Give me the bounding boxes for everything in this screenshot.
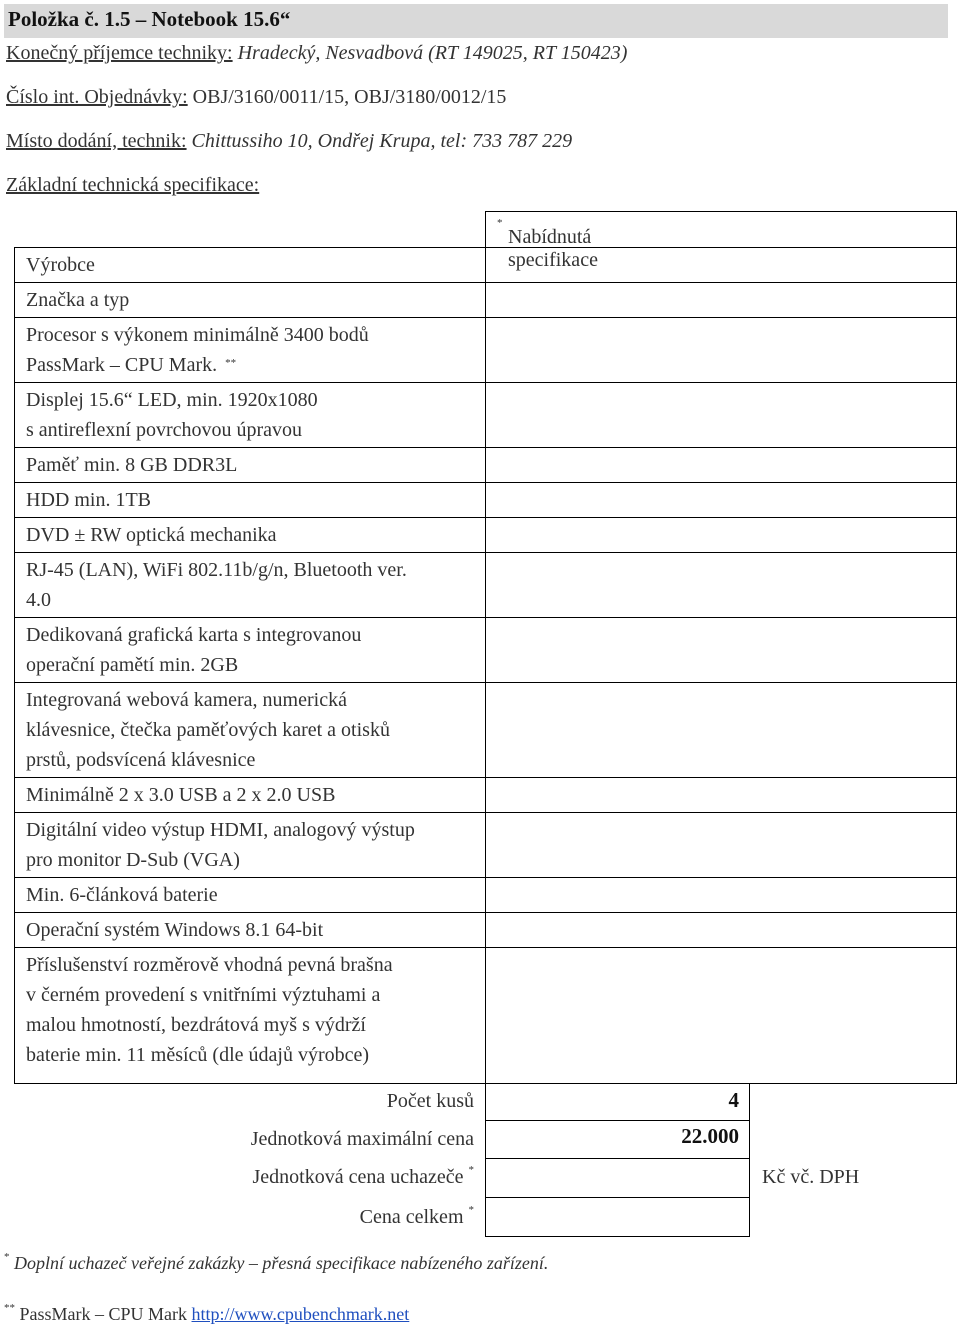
order-line — [6, 86, 506, 109]
spec-row-text: Výrobce — [26, 254, 95, 276]
title-bar — [4, 4, 948, 38]
currency-note: Kč vč. DPH — [762, 1166, 860, 1188]
spec-row — [15, 383, 485, 448]
spec-row-text: s antireflexní povrchovou úpravou — [26, 419, 303, 441]
footnote-1 — [4, 1253, 548, 1274]
footnote-mark: ** — [4, 1302, 15, 1314]
offered-spec-cell-divider — [486, 912, 956, 913]
spec-row-text: Minimálně 2 x 3.0 USB a 2 x 2.0 USB — [26, 784, 336, 806]
offered-spec-cell-divider — [486, 682, 956, 683]
max-price-cell — [485, 1120, 750, 1158]
offered-spec-cell-divider — [486, 382, 956, 383]
spec-row-text: Paměť min. 8 GB DDR3L — [26, 454, 238, 476]
recipient-line — [6, 42, 627, 65]
spec-row — [15, 778, 485, 813]
spec-row-text: malou hmotností, bezdrátová myš s výdrží — [26, 1014, 366, 1036]
max-price-value: 22.000 — [681, 1124, 739, 1148]
spec-row — [15, 553, 485, 618]
spec-row-text: HDD min. 1TB — [26, 489, 151, 511]
spec-row — [15, 448, 485, 483]
offered-spec-header-label: Nabídnutá specifikace — [508, 226, 598, 271]
cpubenchmark-link[interactable]: http://www.cpubenchmark.net — [191, 1304, 410, 1324]
spec-requirements-column — [14, 247, 485, 1084]
spec-row-text: DVD ± RW optická mechanika — [26, 524, 277, 546]
recipient-value: Hradecký, Nesvadbová (RT 149025, RT 150423) — [232, 42, 628, 64]
offered-spec-cell-divider — [486, 777, 956, 778]
offered-spec-cell-divider — [486, 617, 956, 618]
order-label: Číslo int. Objednávky: — [6, 86, 188, 108]
offered-spec-cell-divider — [486, 447, 956, 448]
spec-row-text: Dedikovaná grafická karta s integrovanou — [26, 624, 362, 646]
footnote-mark: ** — [225, 357, 237, 369]
offered-spec-cell-divider — [486, 482, 956, 483]
order-value: OBJ/3160/0011/15, OBJ/3180/0012/15 — [187, 86, 507, 108]
spec-heading-line — [6, 174, 259, 197]
qty-value: 4 — [728, 1088, 739, 1112]
total-label-line — [360, 1206, 474, 1229]
delivery-value: Chittussiho 10, Ondřej Krupa, tel: 733 787 229 — [186, 130, 573, 152]
footnote-mark: * — [497, 217, 503, 229]
spec-row-text: baterie min. 11 měsíců (dle údajů výrobce) — [26, 1044, 370, 1066]
offered-spec-cell-divider — [486, 812, 956, 813]
delivery-label: Místo dodání, technik: — [6, 130, 187, 152]
spec-row-text: Značka a typ — [26, 289, 130, 311]
max-price-label: Jednotková maximální cena — [250, 1128, 474, 1150]
delivery-line — [6, 130, 572, 153]
page-title: Položka č. 1.5 – Notebook 15.6“ — [8, 7, 291, 31]
spec-row-text: Displej 15.6“ LED, min. 1920x1080 — [26, 389, 318, 411]
spec-row-text: Příslušenství rozměrově vhodná pevná brašna — [26, 954, 393, 976]
qty-label: Počet kusů — [386, 1090, 474, 1112]
footnote-mark: * — [468, 1204, 474, 1216]
spec-row-text: pro monitor D-Sub (VGA) — [26, 849, 240, 871]
spec-row — [15, 248, 485, 283]
footnote-1-text: Doplní uchazeč veřejné zakázky – přesná specifikace nabízeného zařízení. — [9, 1253, 549, 1273]
recipient-label: Konečný příjemce techniky: — [6, 42, 233, 64]
offered-spec-cell-divider — [486, 552, 956, 553]
spec-row — [15, 518, 485, 553]
spec-row-text: RJ-45 (LAN), WiFi 802.11b/g/n, Bluetooth ver. — [26, 559, 407, 581]
unit-price-label: Jednotková cena uchazeče — [252, 1166, 464, 1188]
offered-spec-cell-divider — [486, 282, 956, 283]
spec-row-text: PassMark – CPU Mark. ** — [26, 354, 237, 376]
qty-cell — [485, 1084, 750, 1121]
spec-heading: Základní technická specifikace: — [6, 174, 260, 196]
spec-row-text: prstů, podsvícená klávesnice — [26, 749, 256, 771]
offered-spec-cell-divider — [486, 877, 956, 878]
offered-spec-column — [485, 211, 957, 1084]
spec-row-text: v černém provedení s vnitřními výztuhami a — [26, 984, 381, 1006]
spec-row-text: Digitální video výstup HDMI, analogový výstup — [26, 819, 415, 841]
spec-row-text: Procesor s výkonem minimálně 3400 bodů — [26, 324, 369, 346]
spec-row — [15, 878, 485, 913]
spec-row-text: Min. 6-článková baterie — [26, 884, 218, 906]
unit-price-label-line — [253, 1166, 475, 1189]
footnote-mark: * — [468, 1164, 474, 1176]
spec-row — [15, 618, 485, 683]
offered-spec-cell-divider — [486, 517, 956, 518]
footnote-2-text: PassMark – CPU Mark — [15, 1304, 192, 1324]
spec-row — [15, 813, 485, 878]
spec-row-text: operační pamětí min. 2GB — [26, 654, 239, 676]
spec-row-text: klávesnice, čtečka paměťových karet a otisků — [26, 719, 390, 741]
total-label: Cena celkem — [359, 1206, 464, 1228]
spec-row — [15, 318, 485, 383]
footnote-mark: * — [4, 1251, 10, 1263]
spec-row-text: 4.0 — [26, 589, 51, 611]
offered-spec-cell-divider — [486, 947, 956, 948]
unit-price-input-cell[interactable] — [485, 1158, 750, 1198]
spec-row — [15, 283, 485, 318]
spec-row — [15, 683, 485, 778]
offered-spec-header — [486, 212, 956, 271]
spec-row — [15, 948, 485, 1073]
spec-row — [15, 483, 485, 518]
offered-spec-cell-divider — [486, 317, 956, 318]
footnote-2 — [4, 1304, 409, 1325]
spec-row-text: Operační systém Windows 8.1 64-bit — [26, 919, 324, 941]
total-price-input-cell[interactable] — [485, 1197, 750, 1237]
spec-row-text: Integrovaná webová kamera, numerická — [26, 689, 347, 711]
spec-row — [15, 913, 485, 948]
